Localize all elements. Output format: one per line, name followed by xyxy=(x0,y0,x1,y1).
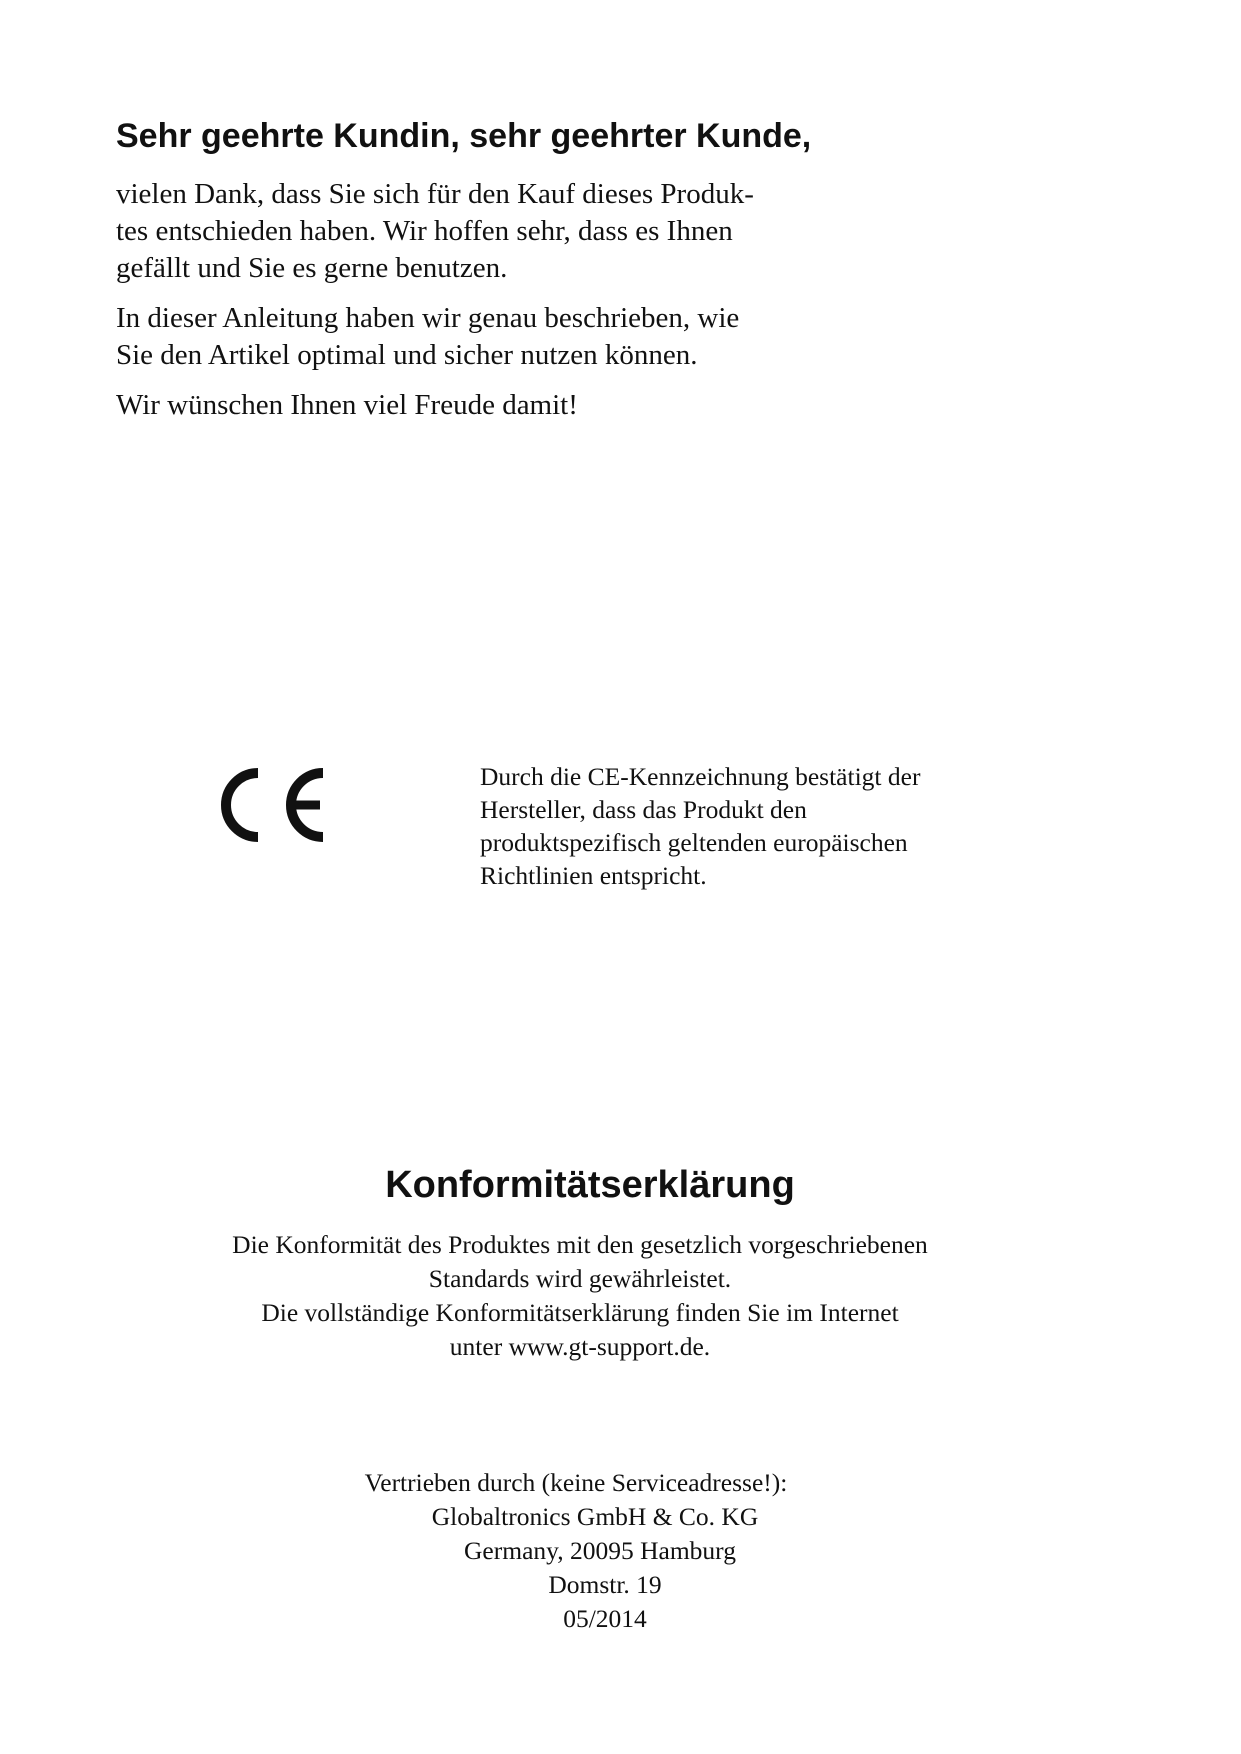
ce-line: produktspezifisch geltenden europäischen xyxy=(480,828,908,857)
intro-line: Wir wünschen Ihnen viel Freude damit! xyxy=(116,389,578,421)
intro-paragraph-wishes xyxy=(116,387,836,424)
company-city: Germany, 20095 Hamburg xyxy=(464,1536,736,1565)
intro-line: tes entschieden haben. Wir hoffen sehr, dass es Ihnen xyxy=(116,215,733,247)
greeting-heading: Sehr geehrte Kundin, sehr geehrter Kunde, xyxy=(116,117,812,155)
intro-line: Sie den Artikel optimal und sicher nutzen können. xyxy=(116,339,698,371)
conformity-line: Die vollständige Konformitätserklärung finden Sie im Internet xyxy=(261,1298,899,1327)
intro-paragraph-manual xyxy=(116,300,836,374)
distributor-address xyxy=(280,1466,900,1636)
intro-line: In dieser Anleitung haben wir genau beschrieben, wie xyxy=(116,302,740,334)
conformity-line: Standards wird gewährleistet. xyxy=(428,1264,732,1293)
intro-line: gefällt und Sie es gerne benutzen. xyxy=(116,252,508,284)
company-name: Globaltronics GmbH & Co. KG xyxy=(431,1502,759,1531)
ce-line: Richtlinien entspricht. xyxy=(480,861,707,890)
intro-text xyxy=(116,176,836,437)
conformity-line-url: unter www.gt-support.de. xyxy=(449,1332,711,1361)
conformity-heading: Konformitätserklärung xyxy=(385,1164,795,1206)
ce-description xyxy=(480,760,1000,892)
distributor-label: Vertrieben durch (keine Serviceadresse!): xyxy=(364,1468,788,1497)
intro-line: vielen Dank, dass Sie sich für den Kauf dieses Produk- xyxy=(116,178,754,210)
intro-paragraph-thanks xyxy=(116,176,836,287)
conformity-text xyxy=(130,1228,1030,1364)
ce-line: Hersteller, dass das Produkt den xyxy=(480,795,807,824)
ce-mark-icon xyxy=(216,764,332,846)
ce-line: Durch die CE-Kennzeichnung bestätigt der xyxy=(480,762,921,791)
document-date: 05/2014 xyxy=(563,1604,647,1633)
company-street: Domstr. 19 xyxy=(548,1570,662,1599)
conformity-line: Die Konformität des Produktes mit den gesetzlich vorgeschriebenen xyxy=(232,1230,928,1259)
